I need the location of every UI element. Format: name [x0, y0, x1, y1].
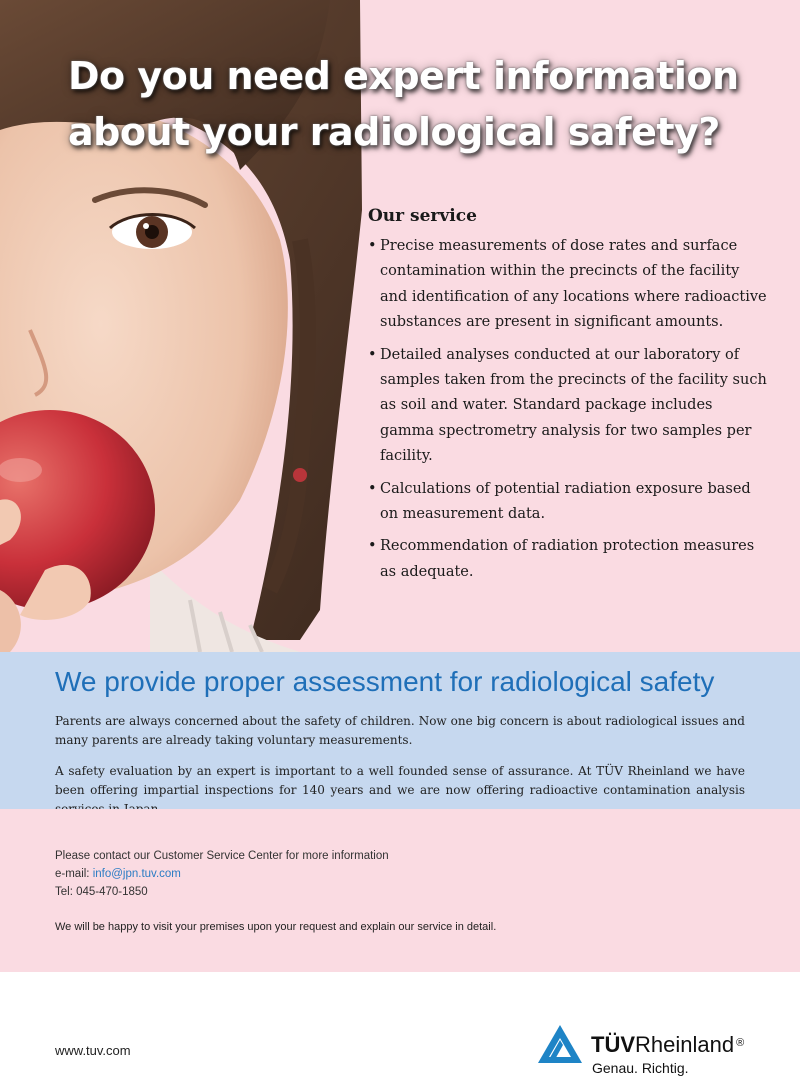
logo-brand-bold: TÜV [591, 1032, 635, 1057]
triangle-logo-icon [537, 1024, 583, 1064]
bullet-icon: • [368, 538, 377, 555]
headline-line-1: Do you need expert information [68, 54, 739, 98]
contact-section [0, 809, 800, 972]
service-item [368, 343, 768, 470]
service-item-text: Detailed analyses conducted at our laboratory of samples taken from the precincts of the facility such as soil and water. Standard package includes gamma spectrometry analysis for two samples per facility. [380, 346, 767, 465]
tuv-rheinland-logo [537, 1020, 797, 1080]
our-service-section [368, 204, 768, 592]
visit-note: We will be happy to visit your premises upon your request and explain our service in detail. [55, 921, 497, 933]
headline [68, 48, 788, 160]
service-item [368, 477, 768, 528]
footer [0, 972, 800, 1080]
service-item-text: Calculations of potential radiation exposure based on measurement data. [380, 480, 751, 523]
assessment-paragraph-2: A safety evaluation by an expert is important to a well founded sense of assurance. At TÜV Rheinland we have been offering impartial inspections for 140 years and we are now offering radioactive contamination analysis [55, 764, 745, 797]
contact-email-row [55, 865, 389, 883]
contact-intro: Please contact our Customer Service Center for more information [55, 850, 389, 862]
logo-tagline: Genau. Richtig. [592, 1060, 689, 1076]
email-link[interactable]: info@jpn.tuv.com [92, 868, 181, 880]
service-item [368, 234, 768, 336]
bullet-icon: • [368, 238, 377, 254]
logo-brand [591, 1032, 744, 1058]
headline-line-2: about your radiological safety? [68, 110, 720, 154]
service-list [368, 234, 768, 585]
logo-brand-rest: Rheinland [635, 1032, 735, 1057]
bullet-icon: • [368, 480, 377, 497]
assessment-band [0, 652, 800, 809]
service-title: Our service [368, 206, 477, 226]
service-item [368, 534, 768, 585]
email-label: e-mail: [55, 868, 93, 880]
assessment-title: We provide proper assessment for radiological safety [55, 666, 715, 697]
service-item-text: Recommendation of radiation protection measures as adequate. [380, 538, 755, 580]
contact-tel: Tel: 045-470-1850 [55, 886, 148, 898]
contact-lines [55, 847, 389, 901]
assessment-paragraph-1: Parents are always concerned about the safety of children. Now one big concern is about radiological issues and many parents are already taking voluntary measurements. [55, 714, 745, 747]
service-item-text: Precise measurements of dose rates and surface contamination within the precincts of the facility and identification of any locations where radioactive substances are present in significant amounts. [380, 238, 767, 331]
bullet-icon: • [368, 346, 377, 363]
website-url[interactable]: www.tuv.com [55, 1043, 131, 1058]
registered-mark: ® [736, 1037, 745, 1049]
